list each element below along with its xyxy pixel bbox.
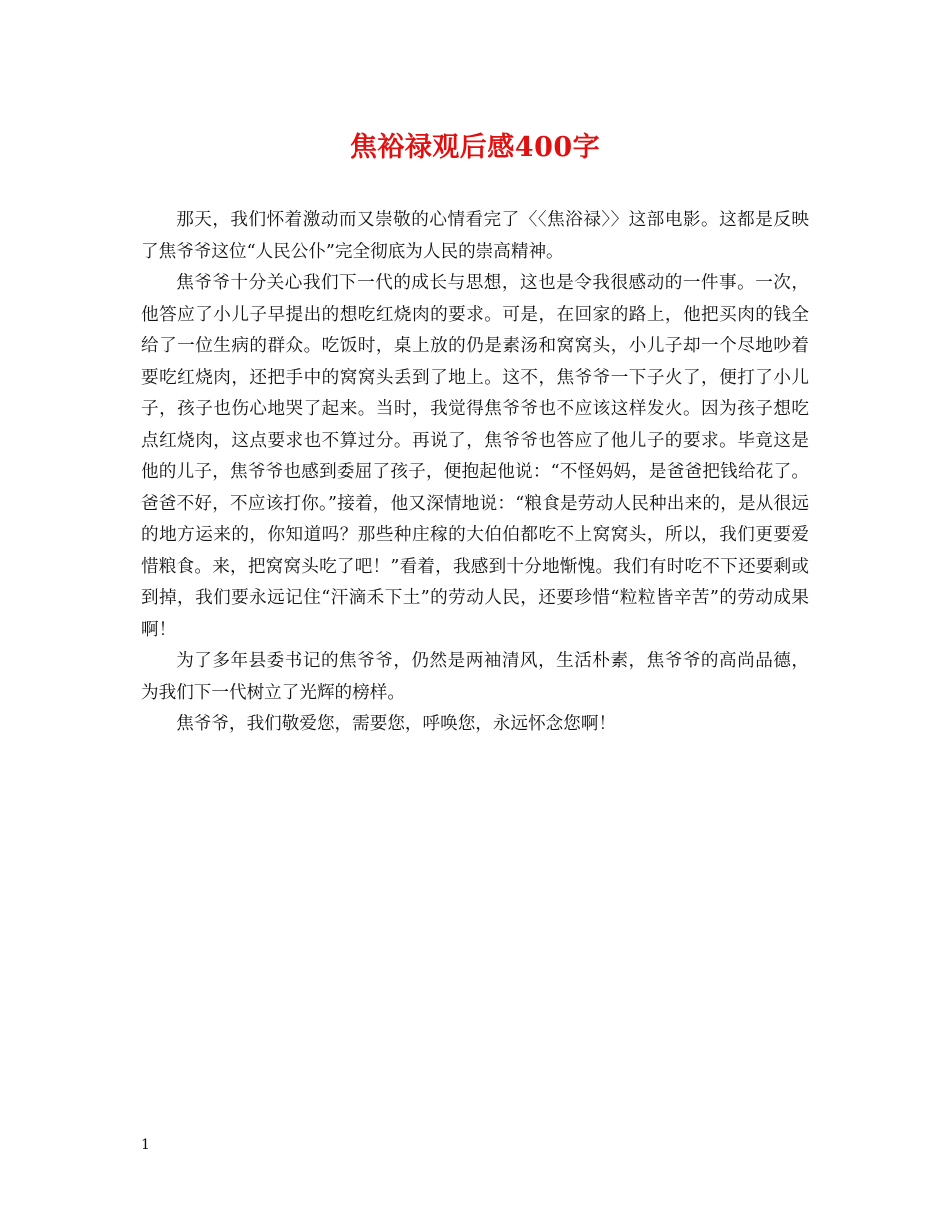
page-number: 1 bbox=[141, 1137, 150, 1153]
paragraph-2: 焦爷爷十分关心我们下一代的成长与思想，这也是令我很感动的一件事。一次，他答应了小儿子早提出的想吃红烧肉的要求。可是，在回家的路上，他把买肉的钱全给了一位生病的群众。吃饭时，桌上放的仍是素汤和窝窝头，小儿子却一个尽地吵着要吃红烧肉，还把手中的窝窝头丢到了地上。这不，焦爷爷一下子火了，便打了小儿子，孩子也伤心地哭了起来。当时，我觉得焦爷爷也不应该这样发火。因为孩子想吃点红烧肉，这点要求也不算过分。再说了，焦爷爷也答应了他儿子的要求。毕竟这是他的儿子，焦爷爷也感到委屈了孩子，便抱起他说：“不怪妈妈，是爸爸把钱给花了。爸爸不好，不应该打你。”接着，他又深情地说：“粮食是劳动人民种出来的，是从很远的地方运来的，你知道吗？那些种庄稼的大伯伯都吃不上窝窝头，所以，我们更要爱惜粮食。来，把窝窝头吃了吧！”看着，我感到十分地惭愧。我们有时吃不下还要剩或到掉，我们要永远记住“汗滴禾下土”的劳动人民，还要珍惜“粒粒皆辛苦”的劳动成果啊！ bbox=[141, 273, 809, 640]
document-body bbox=[141, 205, 809, 741]
paragraph-3: 为了多年县委书记的焦爷爷，仍然是两袖清风，生活朴素，焦爷爷的高尚品德，为我们下一代树立了光辉的榜样。 bbox=[141, 651, 809, 703]
document-title: 焦裕禄观后感400字 bbox=[349, 132, 601, 163]
paragraph-1: 那天，我们怀着激动而又崇敬的心情看完了〈〈焦浴禄〉〉这部电影。这都是反映了焦爷爷这位“人民公仆”完全彻底为人民的崇高精神。 bbox=[141, 210, 809, 262]
paragraph-4: 焦爷爷，我们敬爱您，需要您，呼唤您，永远怀念您啊！ bbox=[176, 714, 617, 734]
